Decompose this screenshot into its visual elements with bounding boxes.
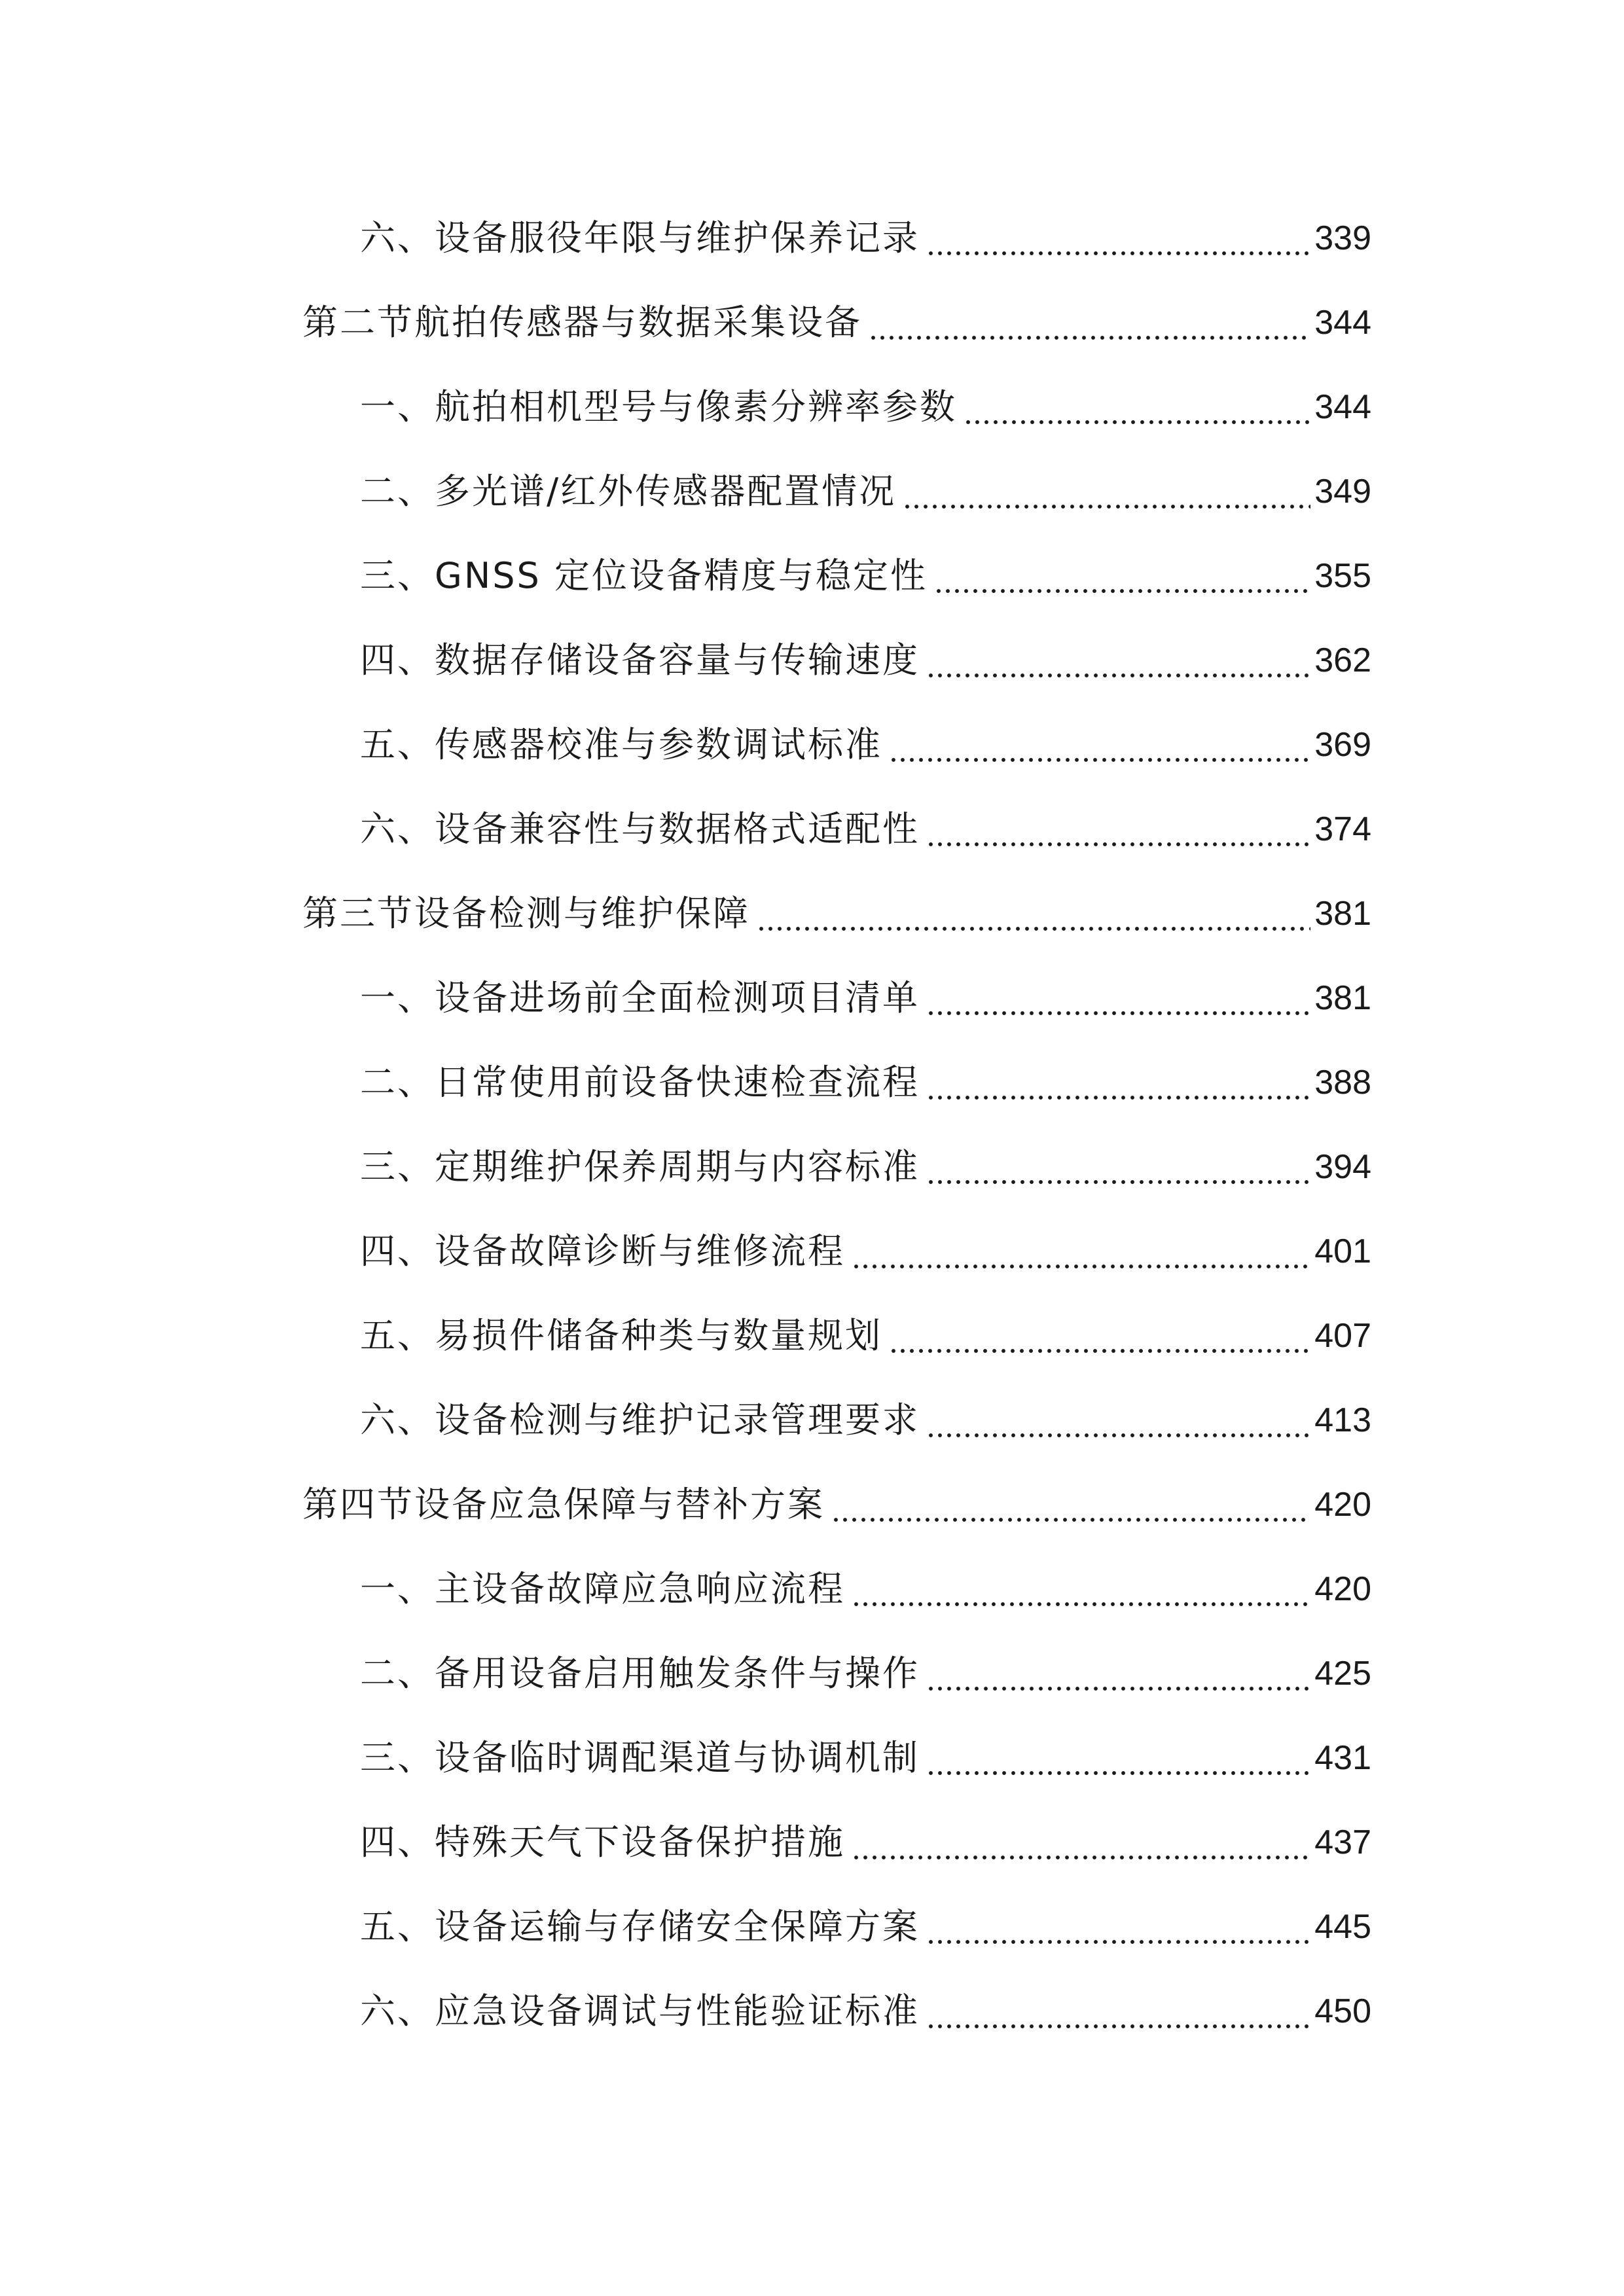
toc-entry-page: 407 [1314, 1317, 1371, 1355]
toc-dot-leader [869, 290, 1310, 355]
toc-entry-page: 344 [1314, 388, 1371, 426]
toc-entry-title: 五、易损件储备种类与数量规划 [360, 1315, 882, 1356]
toc-entry-title: 四、设备故障诊断与维修流程 [360, 1230, 845, 1272]
toc-entry-page: 374 [1314, 810, 1371, 848]
toc-dot-leader [757, 881, 1310, 946]
toc-entry-page: 349 [1314, 473, 1371, 511]
toc-dot-leader [926, 1050, 1310, 1115]
toc-dot-leader [934, 543, 1310, 609]
toc-entry[interactable] [360, 1894, 1371, 1960]
toc-entry-title: 六、设备兼容性与数据格式适配性 [360, 808, 920, 850]
toc-dot-leader [926, 1979, 1310, 2044]
toc-entry-title: 三、GNSS 定位设备精度与稳定性 [360, 555, 928, 596]
toc-dot-leader [926, 797, 1310, 862]
toc-entry[interactable] [360, 628, 1371, 693]
toc-dot-leader [889, 712, 1310, 778]
toc-entry-title: 一、主设备故障应急响应流程 [360, 1568, 845, 1609]
toc-entry[interactable] [302, 1472, 1371, 1537]
toc-dot-leader [926, 965, 1310, 1031]
toc-entry-page: 355 [1314, 557, 1371, 595]
toc-entry[interactable] [360, 712, 1371, 778]
toc-entry-page: 445 [1314, 1908, 1371, 1946]
toc-entry[interactable] [360, 374, 1371, 440]
toc-dot-leader [926, 1641, 1310, 1706]
toc-entry[interactable] [360, 797, 1371, 862]
toc-dot-leader [926, 1134, 1310, 1200]
toc-entry-title: 二、多光谱/红外传感器配置情况 [360, 471, 897, 512]
toc-entry-title: 三、定期维护保养周期与内容标准 [360, 1146, 920, 1187]
toc-entry-page: 344 [1314, 304, 1371, 342]
toc-entry[interactable] [360, 1810, 1371, 1875]
toc-dot-leader [903, 459, 1310, 524]
toc-entry-title: 五、设备运输与存储安全保障方案 [360, 1906, 920, 1947]
toc-dot-leader [926, 1725, 1310, 1791]
toc-entry-page: 388 [1314, 1064, 1371, 1102]
toc-entry[interactable] [302, 290, 1371, 355]
toc-entry-page: 381 [1314, 895, 1371, 933]
toc-entry-title: 四、数据存储设备容量与传输速度 [360, 639, 920, 681]
toc-entry-page: 381 [1314, 979, 1371, 1017]
toc-entry-page: 413 [1314, 1401, 1371, 1439]
toc-entry-page: 431 [1314, 1739, 1371, 1777]
toc-entry-page: 394 [1314, 1148, 1371, 1186]
toc-entry[interactable] [360, 1556, 1371, 1622]
toc-entry[interactable] [360, 1050, 1371, 1115]
toc-entry[interactable] [360, 1134, 1371, 1200]
toc-entry-page: 420 [1314, 1486, 1371, 1524]
toc-entry[interactable] [302, 881, 1371, 946]
toc-entry-title: 五、传感器校准与参数调试标准 [360, 724, 882, 765]
toc-dot-leader [852, 1810, 1310, 1875]
toc-dot-leader [964, 374, 1310, 440]
toc-entry-title: 二、日常使用前设备快速检查流程 [360, 1062, 920, 1103]
toc-entry-title: 一、航拍相机型号与像素分辨率参数 [360, 386, 957, 427]
toc-entry-page: 369 [1314, 726, 1371, 764]
toc-dot-leader [926, 1388, 1310, 1453]
toc-entry-title: 二、备用设备启用触发条件与操作 [360, 1653, 920, 1694]
toc-entry-page: 437 [1314, 1823, 1371, 1861]
toc-entry-title: 一、设备进场前全面检测项目清单 [360, 977, 920, 1018]
toc-entry[interactable] [360, 1388, 1371, 1453]
toc-entry[interactable] [360, 1303, 1371, 1369]
toc-entry[interactable] [360, 543, 1371, 609]
toc-entry-page: 401 [1314, 1232, 1371, 1270]
toc-entry[interactable] [360, 1725, 1371, 1791]
toc-dot-leader [926, 628, 1310, 693]
toc-entry-title: 第三节设备检测与维护保障 [302, 893, 750, 934]
toc-entry-title: 第二节航拍传感器与数据采集设备 [302, 302, 862, 343]
toc-entry-title: 四、特殊天气下设备保护措施 [360, 1821, 845, 1863]
toc-dot-leader [926, 206, 1310, 271]
toc-dot-leader [831, 1472, 1310, 1537]
toc-entry-page: 450 [1314, 1992, 1371, 2030]
toc-entry[interactable] [360, 1219, 1371, 1284]
toc-dot-leader [852, 1219, 1310, 1284]
toc-entry[interactable] [360, 459, 1371, 524]
toc-entry-title: 六、设备检测与维护记录管理要求 [360, 1399, 920, 1441]
toc-entry-page: 339 [1314, 219, 1371, 257]
toc-entry-title: 第四节设备应急保障与替补方案 [302, 1484, 825, 1525]
toc-entry[interactable] [360, 965, 1371, 1031]
toc-dot-leader [889, 1303, 1310, 1369]
toc-entry-title: 六、应急设备调试与性能验证标准 [360, 1990, 920, 2032]
toc-dot-leader [852, 1556, 1310, 1622]
toc-entry-page: 425 [1314, 1655, 1371, 1693]
toc-entry-title: 三、设备临时调配渠道与协调机制 [360, 1737, 920, 1778]
toc-entry[interactable] [360, 1979, 1371, 2044]
toc-dot-leader [926, 1894, 1310, 1960]
toc-entry-title: 六、设备服役年限与维护保养记录 [360, 217, 920, 259]
toc-entry-page: 362 [1314, 641, 1371, 679]
toc-entry[interactable] [360, 1641, 1371, 1706]
toc-entry[interactable] [360, 206, 1371, 271]
toc-entry-page: 420 [1314, 1570, 1371, 1608]
